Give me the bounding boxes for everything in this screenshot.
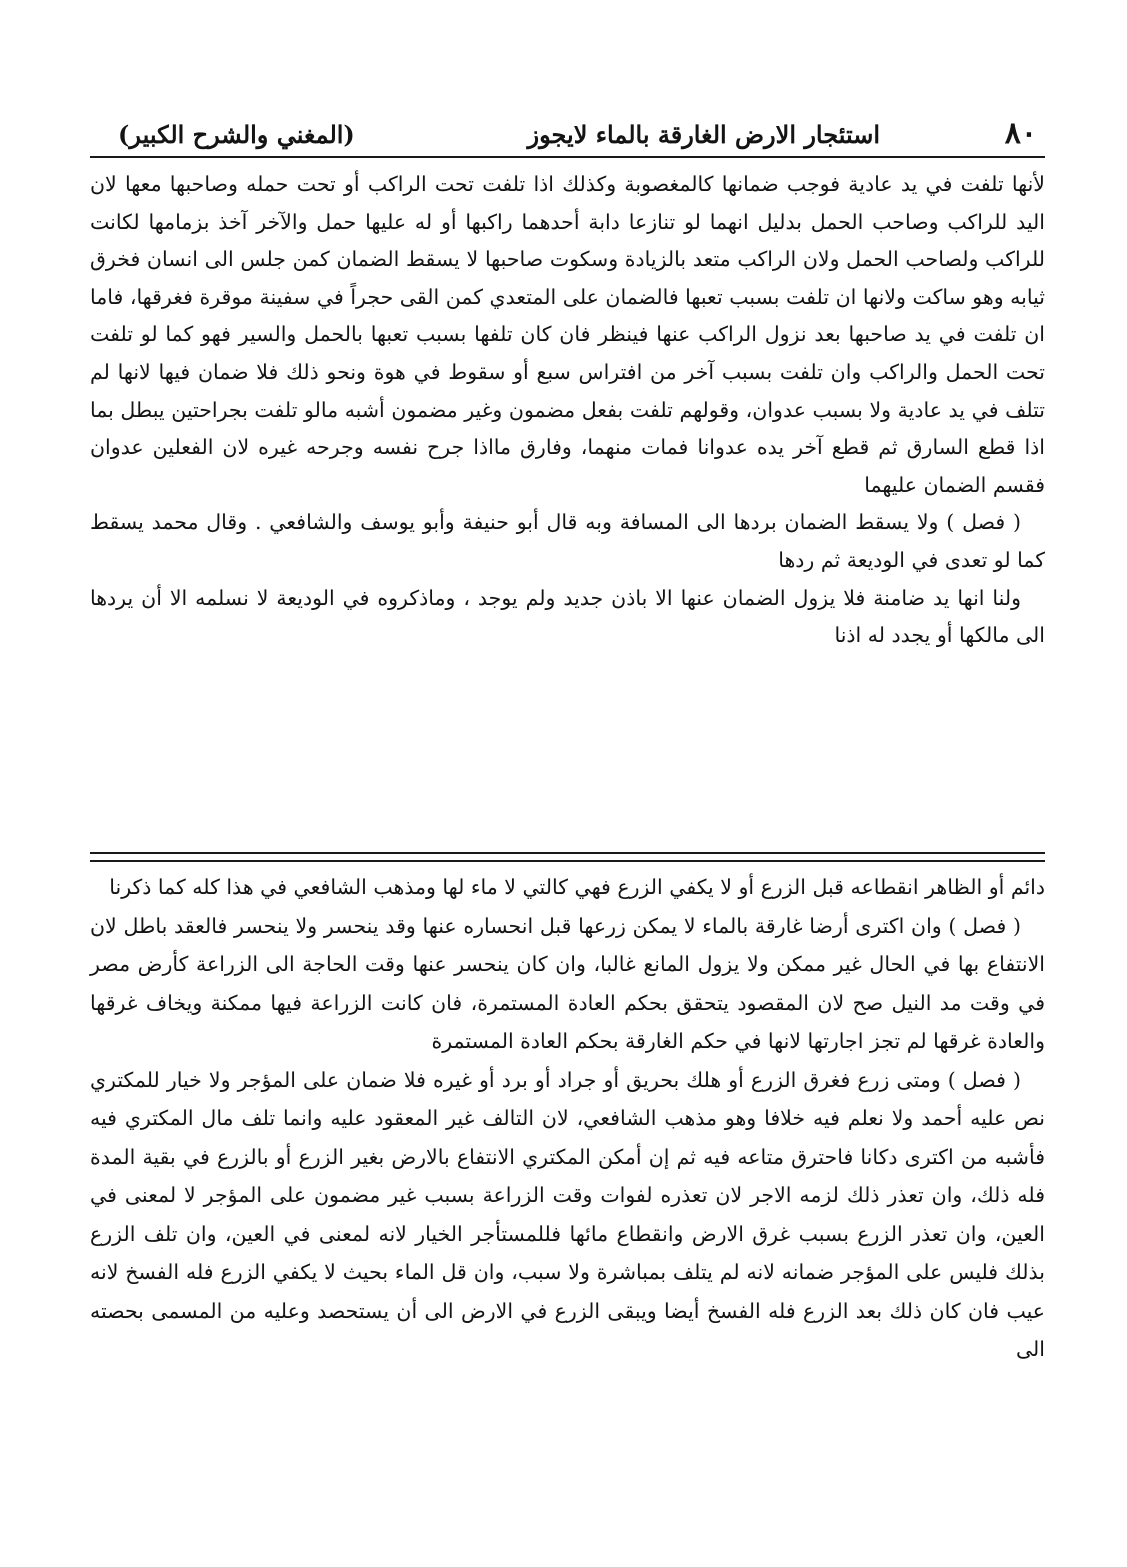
main-paragraph: ( فصل ) ومتى زرع فغرق الزرع أو هلك بحريق أو جراد أو برد أو غيره فلا ضمان على المؤجر ولا خيار للمكتري نص عليه أحمد ولا نعلم فيه خلافا وهو مذهب الشافعي، لان التالف غير المعقود عليه وانما تلف مال المكتري فيه فأشبه من اكترى دكانا فاحترق متاعه فيه ثم إن أمكن المكتري الانتفاع بالارض بغير الزرع أو بالزرع في بقية المدة فله ذلك، وان تعذر ذلك لزمه الاجر لان تعذره لفوات وقت الزراعة بسبب غير مضمون على المؤجر لا لمعنى في العين، وان تعذر الزرع بسبب غرق الارض وانقطاع مائها فللمستأجر الخيار لانه لمعنى في العين، وان تلف الزرع بذلك فليس على المؤجر ضمانه لانه لم يتلف بمباشرة ولا سبب، وان قل الماء بحيث لا يكفي الزرع فله الفسخ لانه عيب فان كان ذلك بعد الزرع فله الفسخ أيضا ويبقى الزرع في الارض الى أن يستحصد وعليه من المسمى بحصته الى	[90, 1067, 1045, 1361]
commentary-paragraph: لأنها تلفت في يد عادية فوجب ضمانها كالمغصوبة وكذلك اذا تلفت تحت الراكب أو تحت حمله وصاحبها معها لان اليد للراكب وصاحب الحمل بدليل انهما لو تنازعا دابة أحدهما راكبها أو له عليها حمل والآخر آخذ بزمامها لكانت للراكب ولصاحب الحمل ولان الراكب متعد بالزيادة وسكوت صاحبها لا يسقط الضمان كمن جلس الى انسان فخرق ثيابه وهو ساكت ولانها ان تلفت بسبب تعبها فالضمان على المتعدي كمن القى حجراً في سفينة موقرة فغرقها، فاما ان تلفت في يد صاحبها بعد نزول الراكب عنها فينظر فان كان تلفها بسبب تعبها بالحمل والسير فهو كما لو تلفت تحت الحمل والراكب وان تلفت بسبب آخر من افتراس سبع أو سقوط في هوة ونحو ذلك فلا ضمان فيها لانها لم تتلف في يد عادية ولا بسبب عدوان، وقولهم تلفت بفعل مضمون وغير مضمون أشبه مالو تلفت بجراحتين يبطل بما اذا قطع السارق ثم قطع آخر يده عدوانا فمات منهما، وفارق مااذا جرح نفسه وجرحه غيره لان الفعلين عدوان فقسم الضمان عليهما	[90, 172, 1045, 497]
running-title: استئجار الارض الغارقة بالماء لايجوز	[527, 120, 880, 149]
main-paragraph: دائم أو الظاهر انقطاعه قبل الزرع أو لا يكفي الزرع فهي كالتي لا ماء لها ومذهب الشافعي في هذا كله كما ذكرنا	[109, 875, 1045, 899]
main-text-section	[90, 868, 1045, 1508]
page-number: ٨٠	[1004, 116, 1037, 151]
section-divider	[90, 852, 1045, 862]
main-paragraph: ( فصل ) وان اكترى أرضا غارقة بالماء لا يمكن زرعها قبل انحساره عنها وقد ينحسر ولا ينحسر فالعقد باطل لان الانتفاع بها في الحال غير ممكن ولا يزول المانع غالبا، وان كان ينحسر عنها وقت الحاجة الى الزراعة كأرض مصر في وقت مد النيل صح لان المقصود يتحقق بحكم العادة المستمرة، فان كانت الزراعة فيها ممكنة ويخاف غرقها والعادة غرقها لم تجز اجارتها لانها في حكم الغارقة بحكم العادة المستمرة	[90, 913, 1045, 1053]
book-page	[90, 100, 1045, 1500]
commentary-paragraph: ( فصل ) ولا يسقط الضمان بردها الى المسافة وبه قال أبو حنيفة وأبو يوسف والشافعي . وقال محمد يسقط كما لو تعدى في الوديعة ثم ردها	[90, 510, 1045, 572]
commentary-section	[90, 166, 1045, 844]
header-rule	[90, 156, 1045, 158]
book-title: (المغني والشرح الكبير)	[118, 120, 355, 149]
page-header	[90, 112, 1045, 154]
commentary-paragraph: ولنا انها يد ضامنة فلا يزول الضمان عنها الا باذن جديد ولم يوجد ، وماذكروه في الوديعة لا نسلمه الا أن يردها الى مالكها أو يجدد له اذنا	[90, 585, 1045, 648]
